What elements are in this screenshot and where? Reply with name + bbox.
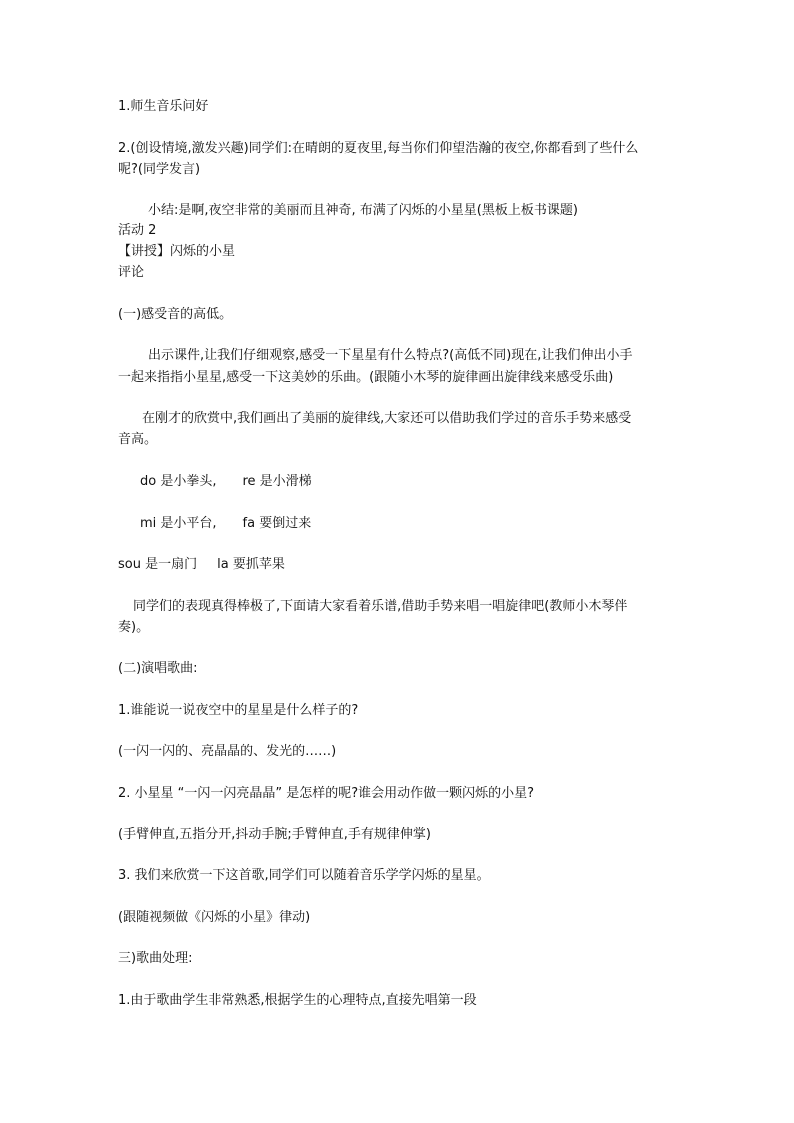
solfege-line (118, 555, 285, 575)
text-line: 奏)。 (118, 620, 150, 635)
text-line: 活动 2 (118, 223, 157, 238)
solfege-b: re 是小滑梯 (242, 474, 312, 489)
text-line: (一闪一闪的、亮晶晶的、发光的……) (118, 744, 337, 759)
text-line: 3. 我们来欣赏一下这首歌,同学们可以随着音乐学学闪烁的星星。 (118, 868, 490, 883)
solfege-a: mi 是小平台, (140, 516, 217, 531)
text-line: 在刚才的欣赏中,我们画出了美丽的旋律线,大家还可以借助我们学过的音乐手势来感受 (142, 411, 632, 426)
section-heading: 【讲授】闪烁的小星 (118, 244, 236, 259)
text-line: 2. 小星星 “一闪一闪亮晶晶” 是怎样的呢?谁会用动作做一颗闪烁的小星? (118, 786, 535, 801)
text-line: 2.(创设情境,激发兴趣)同学们:在晴朗的夏夜里,每当你们仰望浩瀚的夜空,你都看到了些什么 (118, 141, 639, 156)
text-line: (手臂伸直,五指分开,抖动手腕;手臂伸直,手有规律伸掌) (118, 827, 431, 842)
text-line: (二)演唱歌曲: (118, 661, 198, 676)
solfege-b: la 要抓苹果 (217, 557, 285, 572)
solfege-line (140, 472, 312, 492)
text-line: 评论 (118, 265, 145, 280)
text-line: 呢?(同学发言) (118, 162, 201, 177)
text-line: 小结:是啊,夜空非常的美丽而且神奇, 布满了闪烁的小星星(黑板上板书课题) (148, 203, 578, 218)
text-line: 1.师生音乐问好 (118, 99, 209, 114)
text-line: 一起来指指小星星,感受一下这美妙的乐曲。(跟随小木琴的旋律画出旋律线来感受乐曲) (118, 370, 614, 385)
text-line: 同学们的表现真得棒极了,下面请大家看着乐谱,借助手势来唱一唱旋律吧(教师小木琴伴 (133, 599, 628, 614)
text-line: 1.谁能说一说夜空中的星星是什么样子的? (118, 703, 359, 718)
text-line: (跟随视频做《闪烁的小星》律动) (118, 910, 311, 925)
solfege-line (140, 514, 311, 534)
text-line: 1.由于歌曲学生非常熟悉,根据学生的心理特点,直接先唱第一段 (118, 993, 477, 1008)
solfege-a: do 是小拳头, (140, 474, 217, 489)
solfege-a: sou 是一扇门 (118, 557, 198, 572)
text-line: 三)歌曲处理: (118, 951, 193, 966)
solfege-b: fa 要倒过来 (242, 516, 312, 531)
text-line: 出示课件,让我们仔细观察,感受一下星星有什么特点?(高低不同)现在,让我们伸出小手 (148, 348, 633, 363)
text-line: 音高。 (118, 432, 158, 447)
text-line: (一)感受音的高低。 (118, 307, 233, 322)
